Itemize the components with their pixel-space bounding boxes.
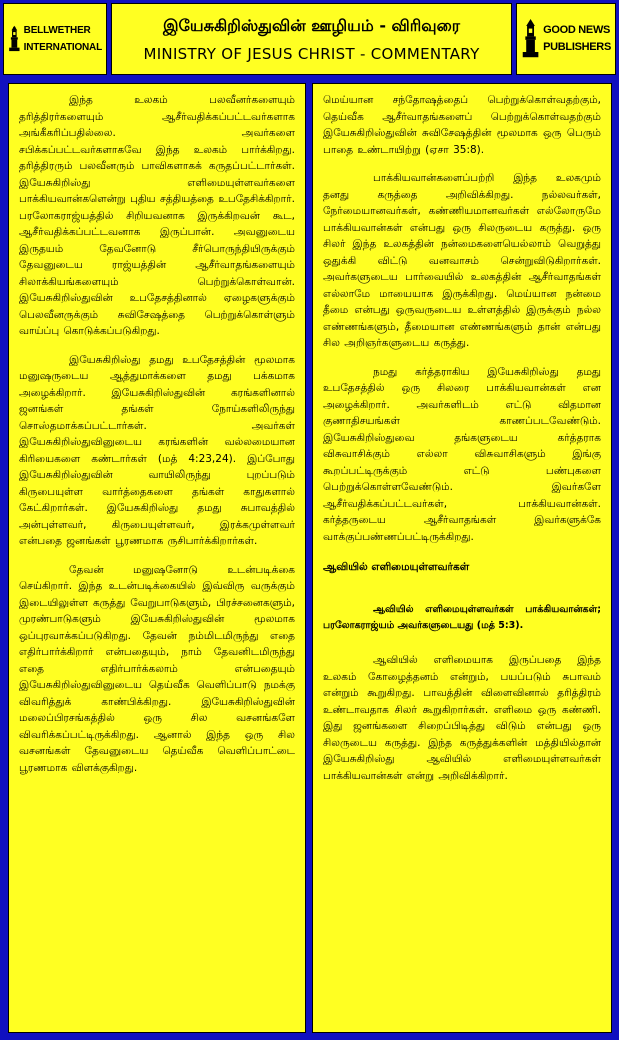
left-column (8, 83, 306, 1033)
paragraph: பாக்கியவான்களைப்பற்றி இந்த உலகமும் தனது கருத்தை அறிவிக்கிறது. நல்லவர்கள், நேர்மையானவர்கள், கண்ணியமானவர்கள் எல்லோருமே பாக்கியவான்கள் என்பது ஒரு சிலருடைய கருத்து. ஒரு சிலர் இந்த உலகத்தின் நன்மைகளையெல்லாம் வெறுத்து ஒதுக்கி விட்டு வனவாசம் சென்றுவிடுகிறார்கள். அவர்களுடைய பார்வையில் உலகத்தின் ஆசீர்வாதங்கள் எல்லாமே மாயையாக இருக்கிறது. மெய்யான நன்மை தீமை என்பது ஒருவருடைய உள்ளத்தில் இருக்கும் நல்ல எண்ணங்களும், தீமையான எண்ணங்களும் தான் என்பது சில அறிஞர்களுடைய கருத்து. (323, 172, 601, 349)
bellwether-logo (3, 3, 107, 75)
logo-right-line2: PUBLISHERS (543, 41, 611, 53)
bell-tower-icon (521, 16, 540, 62)
paragraph: இயேசுகிறிஸ்து தமது உபதேசத்தின் மூலமாக மனுஷருடைய ஆத்துமாக்களை தமது பக்கமாக அழைக்கிறார். இயேசுகிறிஸ்துவின் கரங்களினால் ஜனங்கள் தங்கள் நோய்களிலிருந்து சொஸ்தமாக்கப்பட்டார்கள். அவர்கள் இயேசுகிறிஸ்துவினுடைய கரங்களின் வல்லமையான கிரியைகளை கண்டார்கள் (மத் 4:23,24). இப்போது இயேசுகிறிஸ்துவின் வாயிலிருந்து புறப்படும் கிருபையுள்ள வார்த்தைகளை தங்கள் காதுகளால் கேட்கிறார்கள். இயேசுகிறிஸ்து தமது சுபாவத்தில் அன்புள்ளவர், கிருபையுள்ளவர், இரக்கமுள்ளவர் என்பதை ஜனங்கள் பூரணமாக ருசிபார்க்கிறார்கள். (19, 353, 295, 547)
logo-left-line2: INTERNATIONAL (23, 42, 102, 53)
logo-left-line1: BELLWETHER (23, 25, 91, 36)
paragraph: தேவன் மனுஷனோடு உடன்படிக்கை செய்கிறார். இந்த உடன்படிக்கையில் இவ்விரு வருக்கும் இடையிலுள்ள கருத்து வேறுபாடுகளும், பிரச்சனைகளும், முரண்பாடுகளும் இயேசுகிறிஸ்துவின் மூலமாக ஒப்புரவாக்கப்படுகிறது. தேவன் நம்மிடமிருந்து எதை எதிர்பார்க்கிறார் என்பதையும், நாம் தேவனிடமிருந்து எதை எதிர்பார்க்கலாம் என்பதையும் இயேசுகிறிஸ்துவினுடைய தெய்வீக வெளிப்பாடு நமக்கு விவரித்துக் காண்பிக்கிறது. இயேசுகிறிஸ்துவின் மலைப்பிரசங்கத்தில் ஒரு சில வசனங்களே விவரிக்கப்பட்டிருக்கிறது. ஆனால் இந்த ஒரு சில வசனங்கள் தேவனுடைய தெய்வீக வெளிப்பாட்டை பூரணமாக விளக்குகிறது. (19, 563, 295, 774)
page-header (3, 3, 616, 75)
right-column (312, 83, 612, 1033)
section-heading: ஆவியில் எளிமையுள்ளவர்கள் (323, 561, 470, 573)
page-title-english: MINISTRY OF JESUS CHRIST - COMMENTARY (143, 44, 480, 63)
title-box (111, 3, 512, 75)
paragraph: மெய்யான சந்தோஷத்தைப் பெற்றுக்கொள்வதற்கும், தெய்வீக ஆசீர்வாதங்களைப் பெற்றுக்கொள்வதற்கும் இயேசுகிறிஸ்துவின் சுவிசேஷத்தின் மூலமாக ஒரு பெரும் பாதை உண்டாயிற்று (ஏசா 35:8). (323, 94, 601, 156)
logo-right-line1: GOOD NEWS (543, 24, 611, 36)
paragraph: நமது கர்த்தராகிய இயேசுகிறிஸ்து தமது உபதேசத்தில் ஒரு சிலரை பாக்கியவான்கள் என அழைக்கிறார். அவர்களிடம் எட்டு விதமான குணாதிசயங்கள் காணப்படவேண்டும். இயேசுகிறிஸ்துவை தங்களுடைய கர்த்தராக விசுவாசிக்கும் எல்லா விசுவாசிகளும் இங்கு கூறப்பட்டிருக்கும் எட்டு பண்புகளை பெற்றுக்கொள்ளவேண்டும். இவர்களே ஆசீர்வதிக்கப்பட்டவர்கள், பாக்கியவான்கள். கர்த்தருடைய ஆசீர்வாதங்கள் இவர்களுக்கே வாக்குப்பண்ணப்பட்டிருக்கிறது. (323, 365, 601, 543)
scripture-verse: ஆவியில் எளிமையுள்ளவர்கள் பாக்கியவான்கள்; பரலோகராஜ்யம் அவர்களுடையது (மத் 5:3). (323, 604, 601, 631)
page-title-tamil: இயேசுகிறிஸ்துவின் ஊழியம் - விரிவுரை (162, 15, 460, 35)
paragraph: ஆவியில் எளிமையாக இருப்பதை இந்த உலகம் கோழைத்தனம் என்றும், பயப்படும் சுபாவம் என்றும் கூறுகிறது. பாவத்தின் விளைவினால் தரித்திரம் உண்டாவதாக சிலர் கூறுகிறார்கள். எளிமை ஒரு கண்ணி. இது ஜனங்களை சிறைப்பிடித்து விடும் என்பது ஒரு சிலருடைய கருத்து. இந்த கருத்துக்களின் மத்தியில்தான் இயேசுகிறிஸ்து ஆவியில் எளிமையுள்ளவர்கள் பாக்கியவான்கள் என்று அறிவிக்கிறார். (323, 654, 601, 782)
good-news-logo (516, 3, 616, 75)
paragraph: இந்த உலகம் பலவீனர்களையும் தரித்திரர்களையும் ஆசீர்வதிக்கப்பட்டவர்களாக அங்கீகரிப்பதில்லை. அவர்களை சபிக்கப்பட்டவர்களாகவே இந்த உலகம் பார்க்கிறது. தரித்திரரும் பலவீனரும் பாவிகளாகக் கருதப்பட்டார்கள். இயேசுகிறிஸ்து எளிமையுள்ளவர்களை பாக்கியவான்களென்று புதிய சத்தியத்தை உபதேசிக்கிறார். பரலோகராஜ்யத்தில் சிறியவனாக இருக்கிறவன் கூட, ஆசீர்வதிக்கப்பட்டவனாக இருப்பான். அவனுடைய இருதயம் தேவனோடு சீர்பொருந்தியிருக்கும் தேவனுடைய ராஜ்யத்தின் ஆசீர்வாதங்களையும் சிலாக்கியங்களையும் பெற்றுக்கொள்வான். இயேசுகிறிஸ்துவின் உபதேசத்தினால் ஏழைகளுக்கும் பெலவீனருக்கும் சுவிசேஷத்தை பெற்றுக்கொள்ளும் வாய்ப்பு கொடுக்கப்படுகிறது. (19, 94, 295, 337)
bell-tower-icon (8, 16, 21, 62)
